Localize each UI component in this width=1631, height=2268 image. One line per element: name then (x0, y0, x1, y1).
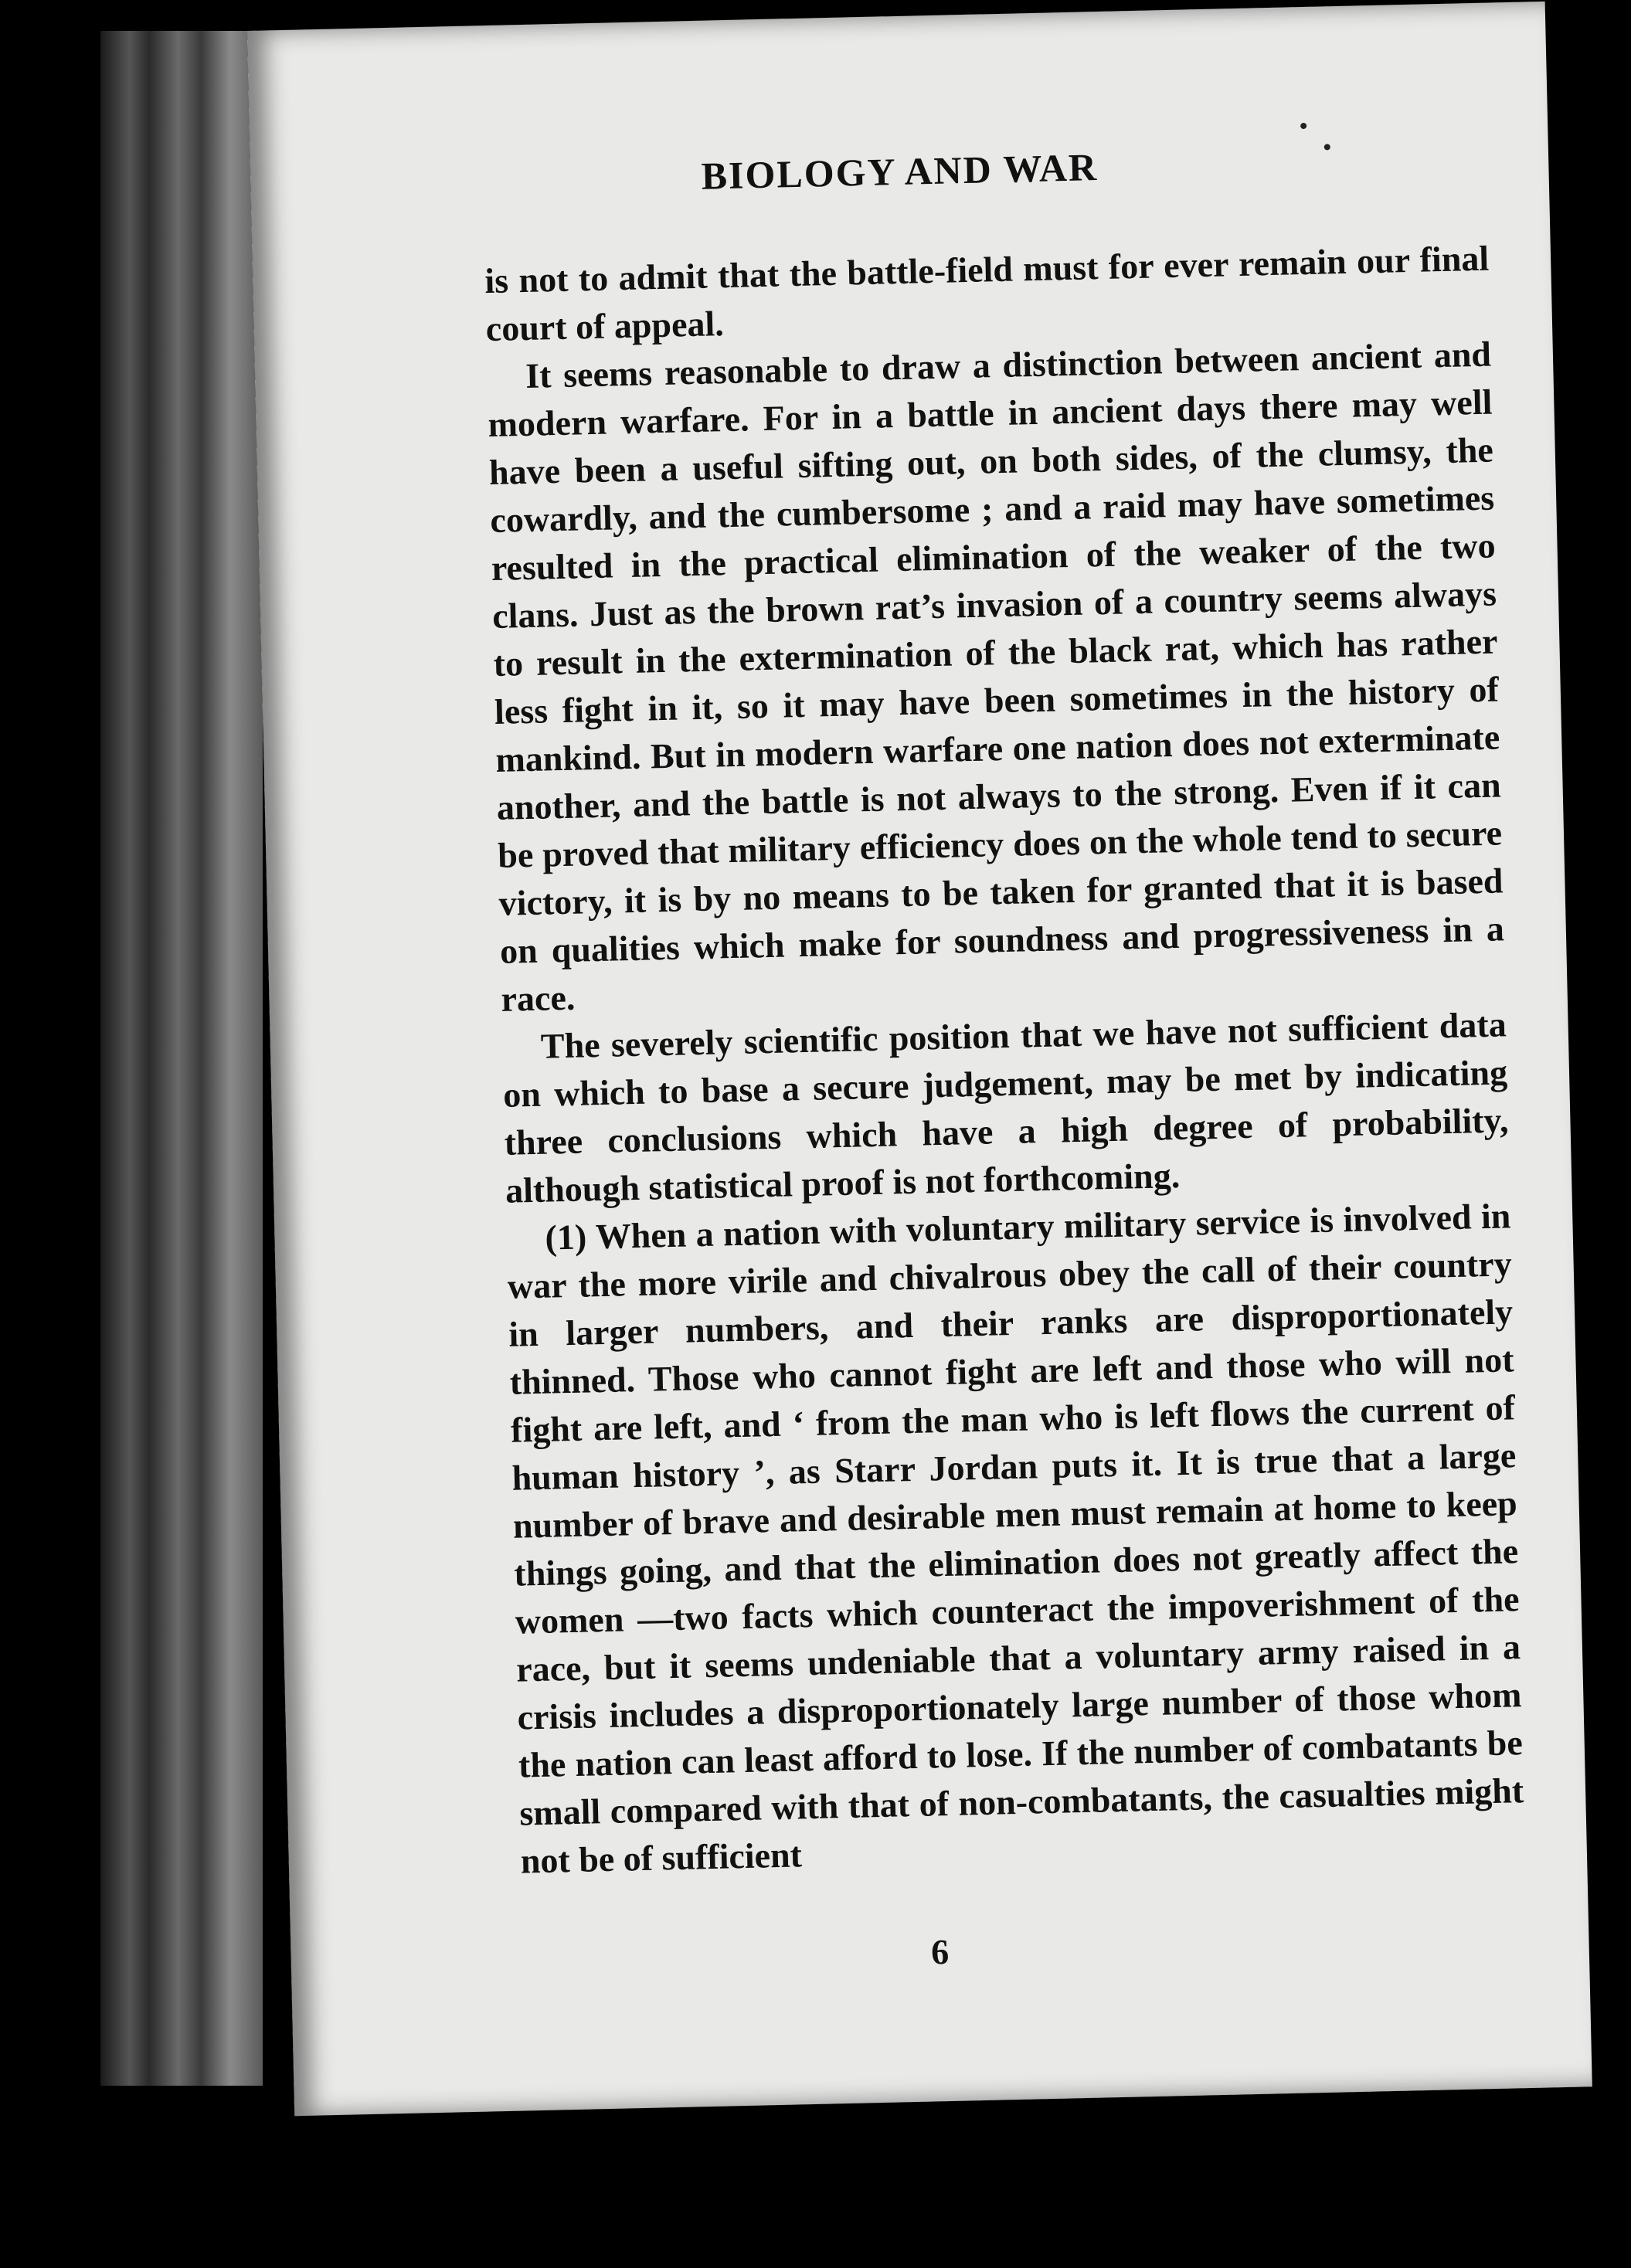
book-page (247, 2, 1592, 2116)
paragraph: is not to admit that the battle-field must for ever remain our final court of appeal. (484, 238, 1490, 349)
book-binding-edge (100, 31, 263, 2086)
body-text (484, 235, 1525, 1886)
paragraph: It seems reasonable to draw a distinction between ancient and modern warfare. For in a battle in ancient days there may well have been a useful sifting out, on both sides, of the clumsy, the cowardly, and the cumbersome ; and a raid may have sometimes resulted in the practical elimination of the weaker of the two clans. Just as the brown rat’s invasion of a country seems always to result in the extermination of the black rat, which has rather less fight in it, so it may have been sometimes in the history of mankind. But in modern warfare one nation does not exterminate another, and the battle is not always to the strong. Even if it can be proved that military efficiency does on the whole tend to secure victory, it is by no means to be taken for granted that it is based on qualities which make for soundness and progressiveness in a race. (488, 334, 1505, 1019)
page-number: 6 (930, 1932, 950, 1972)
speck-mark (1300, 123, 1306, 129)
paragraph: (1) When a nation with voluntary military service is involved in war the more virile and chivalrous obey the call of their country in larger numbers, and their ranks are disproportionately thinned. Those who cannot fight are left and those who will not fight are left, and ‘ from the man who is left flows the current of human history ’, as Starr Jordan puts it. It is true that a large number of brave and desirable men must remain at home to keep things going, and that the elimination does not greatly affect the women —two facts which counteract the impoverishment of the race, but it seems undeniable that a voluntary army raised in a crisis includes a disproportionately large number of those whom the nation can least afford to lose. If the number of combatants be small compared with that of non-combatants, the casualties might not be of sufficient (507, 1196, 1524, 1881)
paragraph: The severely scientific position that we have not sufficient data on which to base a secure judgement, may be met by indicating three conclusions which have a high degree of probability, although statistical proof is not forthcoming. (502, 1004, 1509, 1210)
running-header: BIOLOGY AND WAR (701, 145, 1099, 198)
